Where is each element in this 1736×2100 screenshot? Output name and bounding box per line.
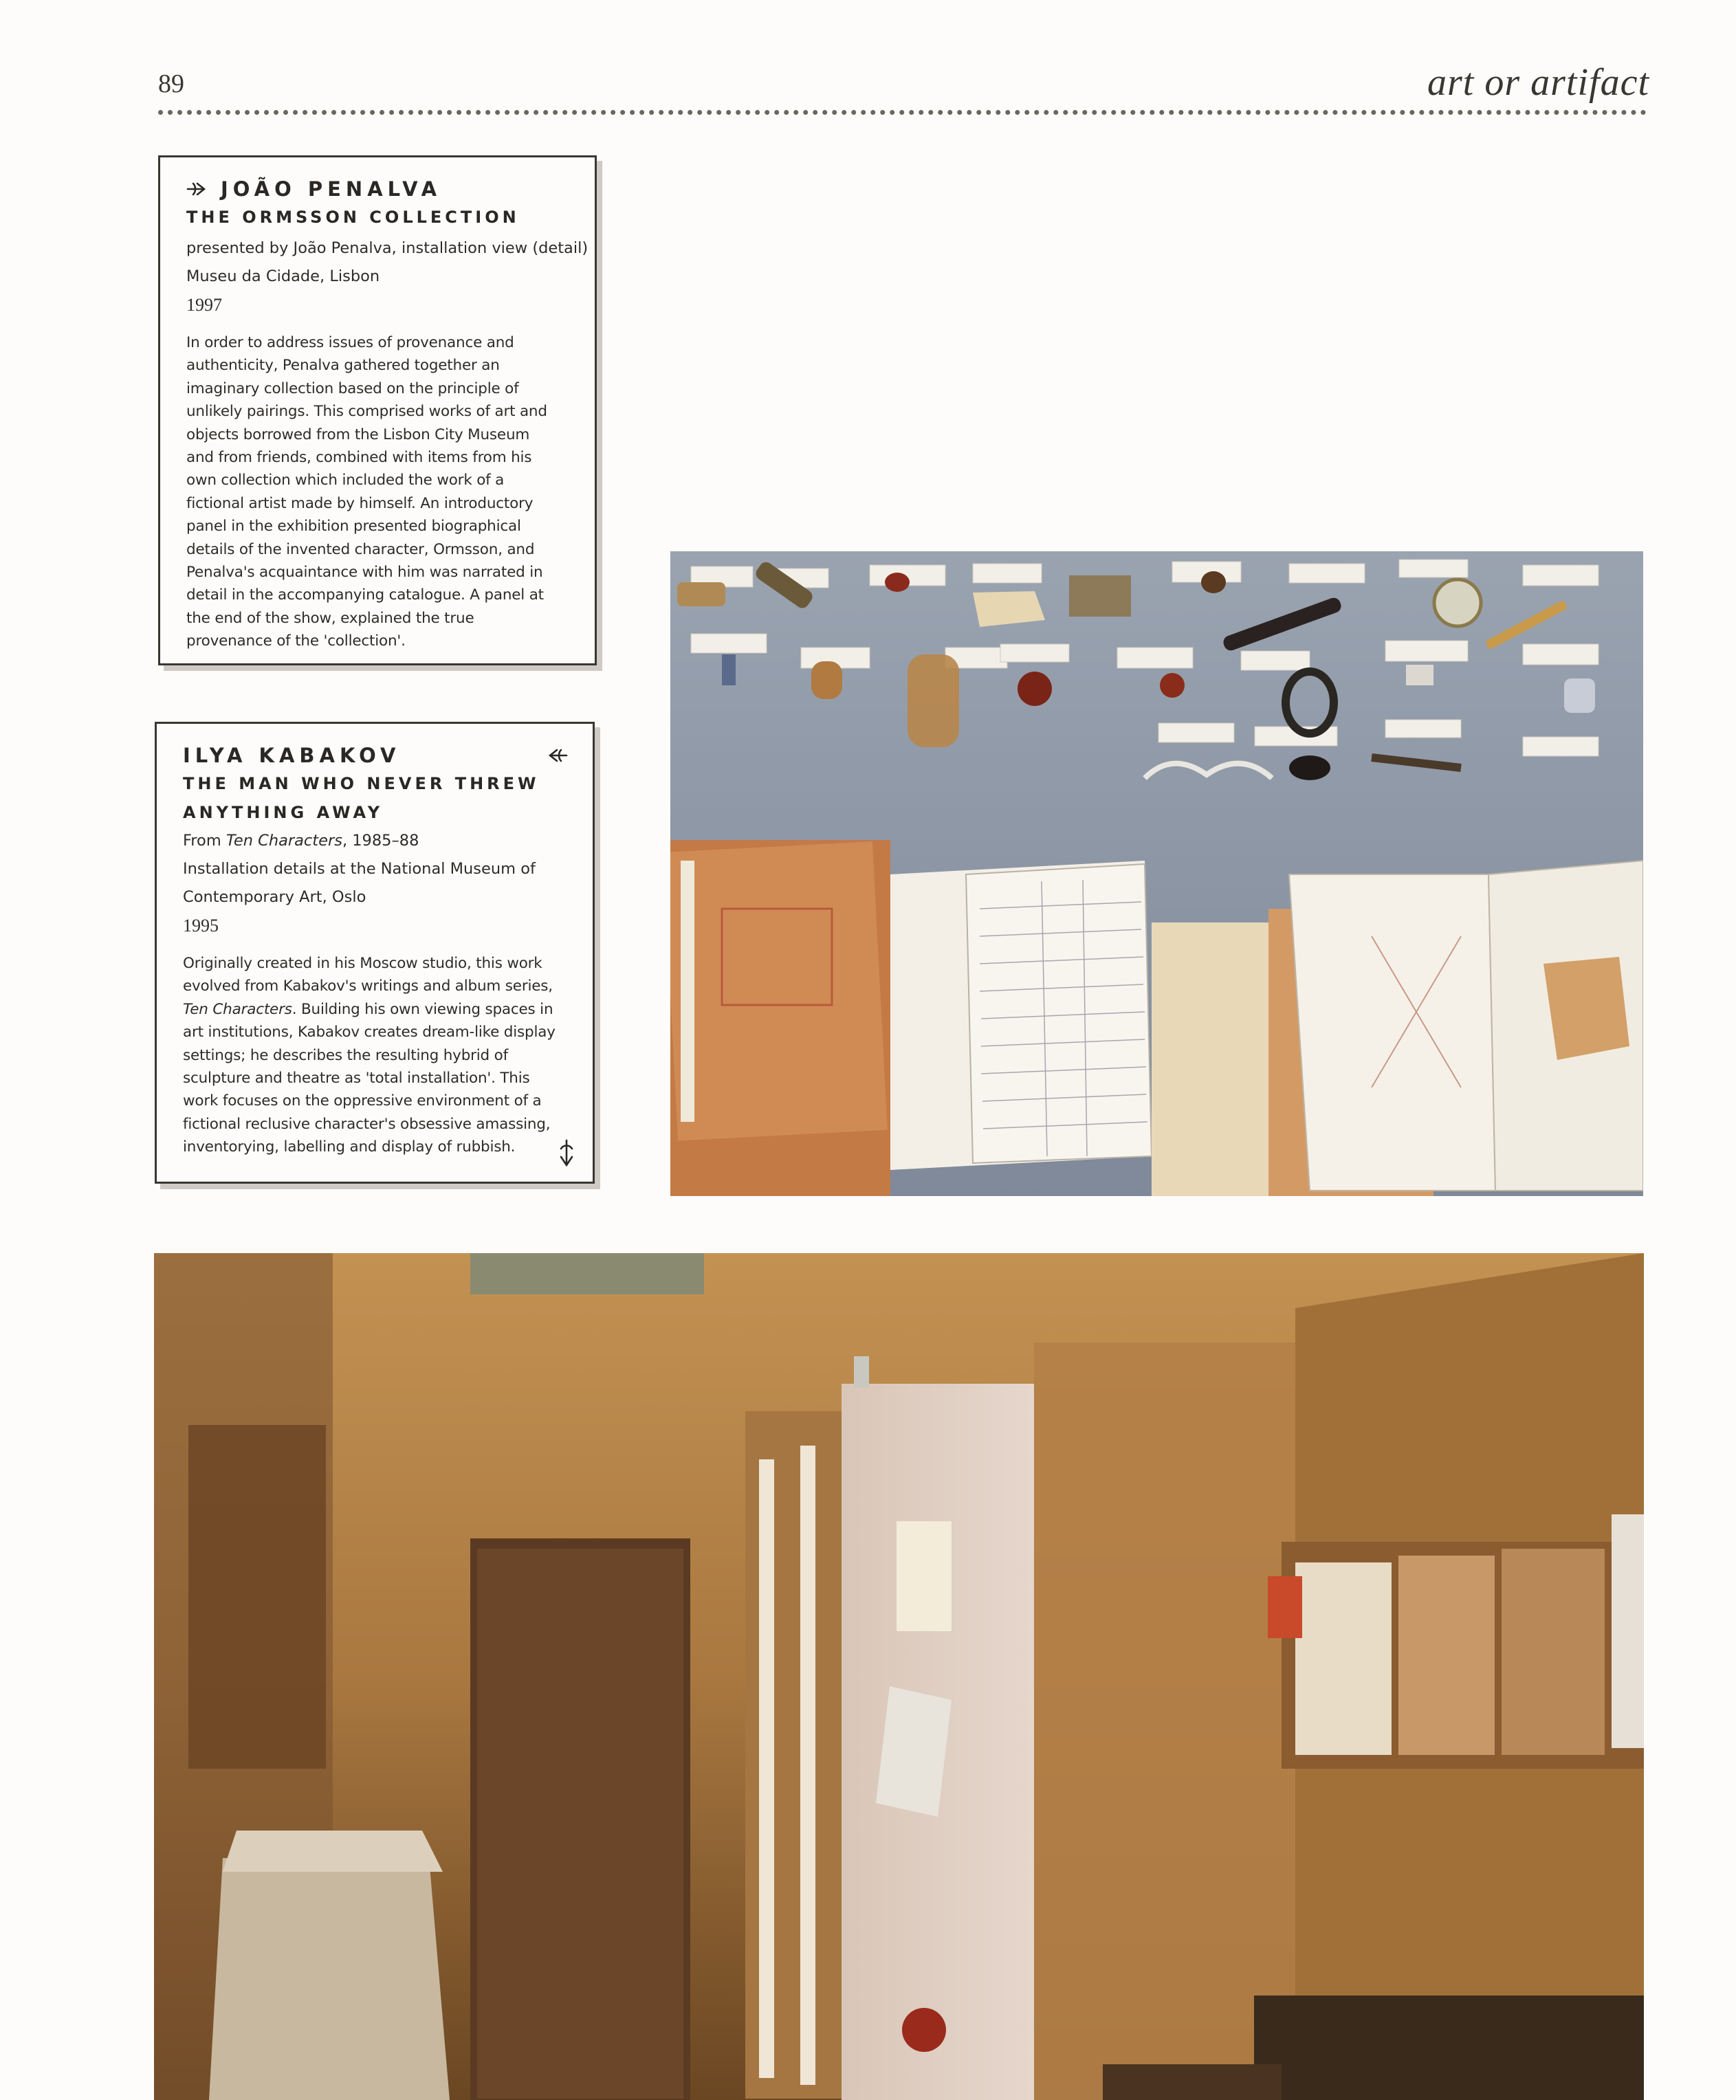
arrow-right-icon <box>186 180 210 198</box>
inline-title: Ten Characters <box>183 1000 292 1018</box>
text-line: settings; he describes the resulting hybrid of <box>183 1046 508 1064</box>
text-line: the end of the show, explained the true <box>186 609 474 627</box>
arrow-down-icon <box>557 1139 576 1167</box>
kabakov-from-line <box>183 827 568 855</box>
kabakov-photo-illustration <box>154 1253 1644 2100</box>
text-line: own collection which included the work of a <box>186 472 505 489</box>
text-line: panel in the exhibition presented biographical <box>186 518 521 535</box>
penalva-artist-heading <box>186 175 570 203</box>
penalva-year: 1997 <box>186 295 222 315</box>
text-line: art institutions, Kabakov creates dream-like display <box>183 1024 556 1041</box>
text-run: . Building his own viewing spaces in <box>292 1000 553 1018</box>
text-line: work focuses on the oppressive environment of a <box>183 1092 542 1110</box>
penalva-caption-box <box>158 155 597 665</box>
penalva-meta-line: presented by João Penalva, installation view (detail) <box>186 239 589 257</box>
penalva-meta-line: Museu da Cidade, Lisbon <box>186 267 380 285</box>
kabakov-meta-line: Installation details at the National Museum of <box>183 860 536 878</box>
kabakov-meta-line: Contemporary Art, Oslo <box>183 888 366 906</box>
text-line: sculpture and theatre as 'total installation'. This <box>183 1070 530 1087</box>
text-line: In order to address issues of provenance and <box>186 334 514 351</box>
from-title: Ten Characters <box>226 832 342 850</box>
kabakov-installation-photo <box>154 1253 1644 2100</box>
text-line: and from friends, combined with items from his <box>186 449 532 467</box>
header-rule <box>158 110 1647 115</box>
page-number: 89 <box>158 69 184 98</box>
arrow-left-icon <box>545 747 568 764</box>
title-line: THE MAN WHO NEVER THREW <box>183 774 540 793</box>
text-line: Penalva's acquaintance with him was narrated in <box>186 564 543 582</box>
text-line: imaginary collection based on the principle of <box>186 379 519 397</box>
penalva-artist-name: JOÃO PENALVA <box>221 177 442 201</box>
kabakov-body-text <box>183 952 568 1159</box>
penalva-photo-illustration <box>670 551 1643 1196</box>
kabakov-year: 1995 <box>183 916 219 936</box>
from-suffix: , 1985–88 <box>342 832 419 850</box>
text-line: Originally created in his Moscow studio, this work <box>183 955 542 972</box>
text-line: unlikely pairings. This comprised works of art and <box>186 403 547 421</box>
text-line: details of the invented character, Ormsson, and <box>186 540 535 558</box>
penalva-work-title: THE ORMSSON COLLECTION <box>186 208 520 227</box>
text-line: fictional reclusive character's obsessive amassing, <box>183 1115 551 1133</box>
text-line: provenance of the 'collection'. <box>186 632 406 650</box>
text-line: fictional artist made by himself. An introductory <box>186 494 534 512</box>
kabakov-work-title <box>183 769 568 827</box>
text-line: inventorying, labelling and display of rubbish. <box>183 1138 516 1156</box>
penalva-body-text <box>186 331 570 653</box>
kabakov-caption-box <box>155 722 595 1184</box>
text-line <box>183 998 568 1021</box>
text-line: evolved from Kabakov's writings and album series, <box>183 977 553 995</box>
from-prefix: From <box>183 832 226 850</box>
text-line: authenticity, Penalva gathered together an <box>186 357 500 375</box>
text-line: detail in the accompanying catalogue. A panel at <box>186 586 544 604</box>
kabakov-artist-heading <box>183 742 568 769</box>
text-line: objects borrowed from the Lisbon City Museum <box>186 425 530 443</box>
kabakov-artist-name: ILYA KABAKOV <box>183 744 401 767</box>
running-title: art or artifact <box>1427 61 1649 104</box>
title-line: ANYTHING AWAY <box>183 803 384 822</box>
penalva-installation-photo <box>670 551 1643 1196</box>
